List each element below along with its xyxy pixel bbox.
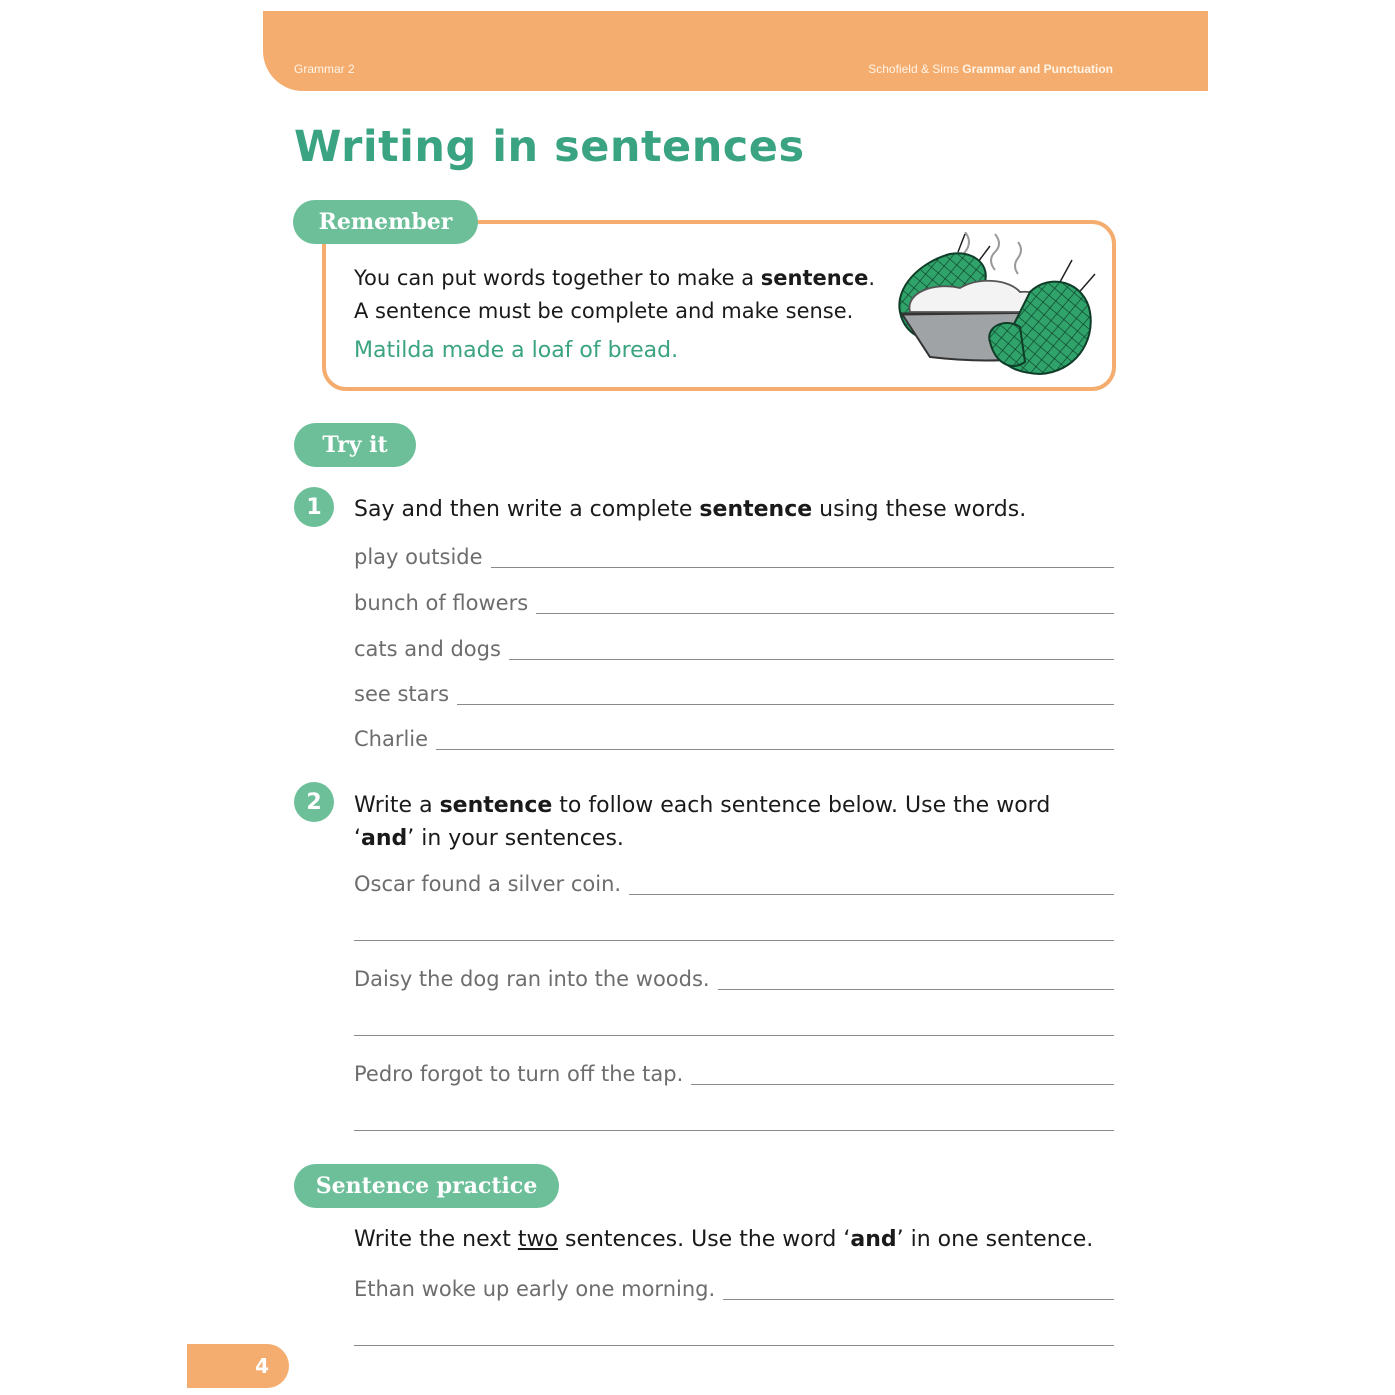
- practice-text-start: Write the next: [354, 1227, 518, 1252]
- question-2-text-line-2: [354, 822, 624, 855]
- remember-example: Matilda made a loaf of bread.: [354, 338, 679, 363]
- q2-answer-row-1: [354, 867, 1114, 897]
- practice-prompt: Ethan woke up early one morning.: [354, 1277, 716, 1301]
- question-1-text-end: using these words.: [812, 497, 1027, 522]
- q2-answer-line-1a[interactable]: [629, 893, 1114, 895]
- q1-answer-row-1: [354, 540, 1114, 570]
- header-publisher: Schofield & Sims: [868, 62, 959, 76]
- header-book-label: Grammar 2: [294, 62, 355, 76]
- remember-keyword: sentence: [760, 266, 869, 290]
- remember-line-1: [354, 266, 875, 290]
- q2-answer-row-3: [354, 1057, 1114, 1087]
- question-2-and-word: and: [361, 826, 408, 851]
- question-1-text-start: Say and then write a complete: [354, 497, 700, 522]
- question-2-open-quote: ‘: [354, 826, 361, 851]
- q1-prompt-2: bunch of flowers: [354, 591, 529, 615]
- q2-prompt-1: Oscar found a silver coin.: [354, 872, 622, 896]
- remember-line-1-text: You can put words together to make a: [354, 266, 761, 290]
- question-1-text: [354, 493, 1026, 526]
- question-2-text-start: Write a: [354, 793, 440, 818]
- sentence-practice-label: Sentence practice: [294, 1164, 559, 1208]
- remember-line-2: A sentence must be complete and make sense.: [354, 299, 854, 323]
- q2-answer-line-3a[interactable]: [691, 1083, 1114, 1085]
- q2-prompt-2: Daisy the dog ran into the woods.: [354, 967, 710, 991]
- page-title: Writing in sentences: [294, 122, 805, 172]
- q2-answer-line-3b[interactable]: [354, 1130, 1114, 1131]
- q1-prompt-3: cats and dogs: [354, 637, 501, 661]
- q1-answer-row-5: [354, 722, 1114, 752]
- q2-answer-line-2b[interactable]: [354, 1035, 1114, 1036]
- q1-prompt-1: play outside: [354, 545, 483, 569]
- q1-answer-row-2: [354, 586, 1114, 616]
- q1-answer-line-5[interactable]: [436, 748, 1114, 750]
- q2-prompt-3: Pedro forgot to turn off the tap.: [354, 1062, 684, 1086]
- q1-prompt-4: see stars: [354, 682, 450, 706]
- q1-answer-row-4: [354, 677, 1114, 707]
- q1-answer-line-2[interactable]: [536, 612, 1114, 614]
- question-2-keyword: sentence: [439, 793, 553, 818]
- remember-line-1-end: .: [868, 266, 876, 290]
- question-1-number: 1: [294, 487, 334, 527]
- question-2-text-end: to follow each sentence below. Use the word: [552, 793, 1051, 818]
- practice-text-end: ’ in one sentence.: [896, 1227, 1094, 1252]
- header-band: [263, 11, 1208, 91]
- q1-prompt-5: Charlie: [354, 727, 429, 751]
- question-2-line-2-end: ’ in your sentences.: [407, 826, 624, 851]
- practice-underlined-word: two: [517, 1227, 558, 1252]
- q1-answer-line-3[interactable]: [509, 658, 1114, 660]
- q2-answer-row-2: [354, 962, 1114, 992]
- bread-oven-gloves-illustration: [890, 232, 1100, 377]
- q2-answer-line-1b[interactable]: [354, 940, 1114, 941]
- sentence-practice-instruction: [354, 1223, 1093, 1256]
- question-2-number: 2: [294, 782, 334, 822]
- try-it-label: Try it: [294, 423, 416, 467]
- header-series-label: [868, 62, 1113, 76]
- practice-answer-row: [354, 1272, 1114, 1302]
- q1-answer-line-4[interactable]: [457, 703, 1114, 705]
- q1-answer-row-3: [354, 632, 1114, 662]
- q1-answer-line-1[interactable]: [491, 566, 1114, 568]
- question-1-keyword: sentence: [699, 497, 813, 522]
- q2-answer-line-2a[interactable]: [718, 988, 1114, 990]
- page-number: 4: [187, 1344, 289, 1388]
- practice-answer-line-1[interactable]: [723, 1298, 1114, 1300]
- practice-answer-line-2[interactable]: [354, 1345, 1114, 1346]
- practice-and-word: and: [850, 1227, 897, 1252]
- header-series-title: Grammar and Punctuation: [962, 62, 1113, 76]
- question-2-text-line-1: [354, 789, 1050, 822]
- practice-text-middle: sentences. Use the word ‘: [558, 1227, 851, 1252]
- remember-label: Remember: [293, 200, 478, 244]
